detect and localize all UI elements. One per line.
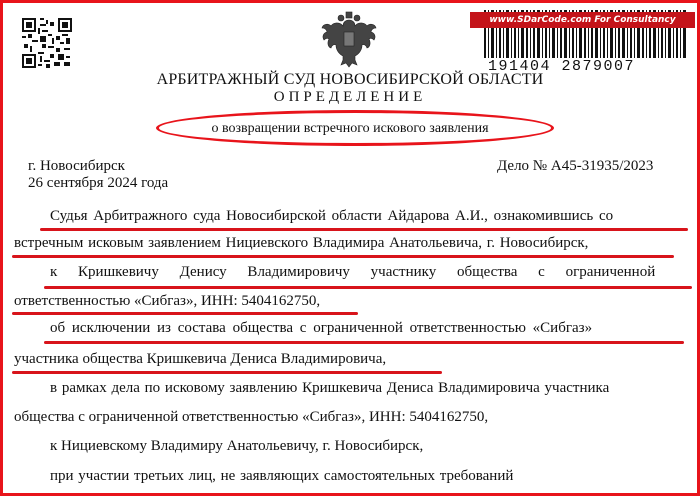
body-line-9: к Нициевскому Владимиру Анатольевичу, г. Новосибирск, [50, 438, 424, 454]
body-line-8: общества с ограниченной ответственностью «Сибгаз», ИНН: 5404162750, [14, 409, 489, 425]
barcode-watermark-banner: www.SDarCode.com For Consultancy [470, 12, 695, 28]
body-line-7: в рамках дела по исковому заявлению Кришкевича Дениса Владимировича участника [50, 380, 610, 396]
city: г. Новосибирск [28, 158, 125, 174]
red-underline [44, 341, 684, 344]
body-line-3: к Кришкевичу Денису Владимировичу участнику общества с ограниченной [50, 264, 656, 280]
red-underline [40, 228, 688, 231]
qr-code-icon [22, 18, 72, 68]
document-type: ОПРЕДЕЛЕНИЕ [273, 89, 427, 105]
body-line-6: участника общества Кришкевича Дениса Владимировича, [14, 351, 387, 367]
red-underline [12, 371, 442, 374]
body-line-10: при участии третьих лиц, не заявляющих самостоятельных требований [50, 468, 514, 484]
case-number: Дело № А45-31935/2023 [497, 158, 654, 174]
barcode [470, 6, 695, 78]
document-subject: о возвращении встречного искового заявления [211, 121, 489, 136]
red-underline [12, 255, 674, 258]
court-name: АРБИТРАЖНЫЙ СУД НОВОСИБИРСКОЙ ОБЛАСТИ [156, 71, 544, 88]
body-line-2: встречным исковым заявлением Нициевского Владимира Анатольевича, г. Новосибирск, [14, 235, 589, 251]
body-line-1: Судья Арбитражного суда Новосибирской области Айдарова А.И., ознакомившись со [50, 208, 614, 224]
document-date: 26 сентября 2024 года [28, 175, 169, 191]
body-line-4: ответственностью «Сибгаз», ИНН: 5404162750, [14, 293, 321, 309]
red-underline [44, 286, 692, 289]
coat-of-arms-icon [319, 10, 379, 68]
barcode-number: 191404 2879007 [488, 58, 636, 75]
red-underline [12, 312, 358, 315]
body-line-5: об исключении из состава общества с ограниченной ответственностью «Сибгаз» [50, 320, 593, 336]
